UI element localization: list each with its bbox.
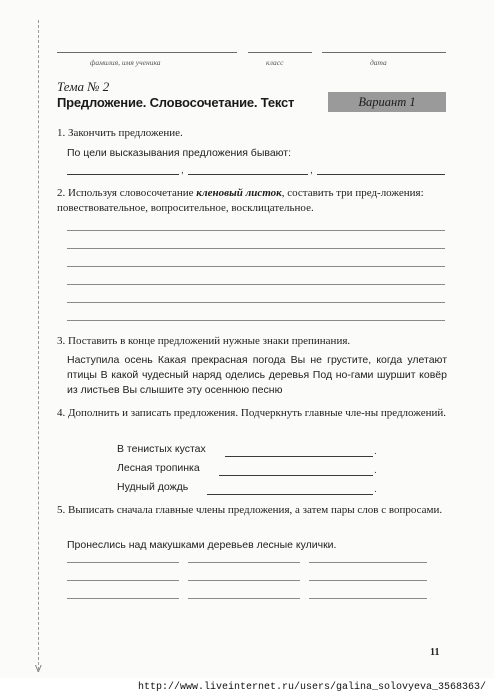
page-number: 11 [430,647,440,658]
task-2-answer-line [67,302,445,303]
task-2-answer-line [67,248,445,249]
class-line [248,52,312,53]
task-1-answer-line-2 [188,174,308,175]
task-5-instruction: 5. Выписать сначала главные члены предложения, а затем пары слов с вопросами. [57,504,443,516]
task-1-answer-line-3 [317,174,445,175]
task-5-answer-line [188,562,300,563]
date-line [322,52,446,53]
footer-url[interactable]: http://www.liveinternet.ru/users/galina_solovyeva_3568363/ [138,682,487,693]
date-label: дата [370,58,387,67]
task-2-answer-line [67,230,445,231]
task-2-instruction: 2. Используя словосочетание кленовый листок, составить три пред-ложения: повествовательное, вопросительное, восклицательное. [57,187,424,214]
task-5-answer-line [309,598,427,599]
task-1-prompt: По цели высказывания предложения бывают: [67,147,292,159]
task-5-text: Пронеслись над макушками деревьев лесные кулички. [67,539,337,551]
class-label: класс [266,58,284,67]
task-2-phrase: кленовый листок [196,187,282,199]
binding-margin-line [38,20,39,670]
task-4-sentence-3: Нудный дождь [117,481,189,493]
task-4-answer-line-3 [207,494,373,495]
task-5-answer-line [309,580,427,581]
task-4-answer-line-2 [219,475,373,476]
task-4-sentence-2: Лесная тропинка [117,462,200,474]
margin-mark: V [35,664,42,675]
task-5-answer-line [67,562,179,563]
task-1-instruction: 1. Закончить предложение. [57,127,183,139]
task-3-text: Наступила осень Какая прекрасная погода Вы не грустите, когда улетают птицы В какой чудесный наряд оделись деревья Под но-гами шуршит ковёр из листьев Вы слышите эту осеннюю песню [67,354,447,396]
task-5-answer-line [188,598,300,599]
task-3-instruction: 3. Поставить в конце предложений нужные знаки препинания. [57,335,351,347]
footer-url-bar [0,678,494,699]
task-4-sentence-1: В тенистых кустах [117,443,206,455]
task-2-answer-line [67,320,445,321]
task-4-answer-line-1 [225,456,373,457]
task-5-answer-line [188,580,300,581]
task-4-instruction: 4. Дополнить и записать предложения. Подчеркнуть главные чле-ны предложений. [57,407,447,419]
variant-badge: Вариант 1 [328,92,446,112]
task-5-answer-line [67,580,179,581]
task-5-answer-line [67,598,179,599]
student-name-label: фамилия, имя ученика [90,58,161,67]
task-5-answer-line [309,562,427,563]
task-1-answer-line-1 [67,174,179,175]
student-name-line [57,52,237,53]
worksheet-page: V фамилия, имя ученика класс дата Тема № 2 Предложение. Словосочетание. Текст Вариант 1 1. Закончить предложение. По цели высказывания предложения бывают: , , 2. Используя словосочетание кленовый листок, составить три пред-ложения: повествовательное, вопросительное, восклицательное. 3. Поставить в конце предложений нужные знаки препинания. Наступила осень Какая прекрасная погода Вы не грустите, когда улетают птицы В какой чудесный наряд оделись деревья Под но-гами шуршит ковёр из листьев Вы слышите эту осеннюю песню 4. Дополнить и записать предложения. Подчеркнуть главные чле-ны предложений. В тенистых кустах . Лесная тропинка . Нудный дождь . 5. Выписать сначала главные члены предложения, а затем пары слов с вопросами. Пронеслись над макушками деревьев лесные кулички. 11 [0,0,494,699]
topic-label: Тема № 2 [57,79,110,94]
task-2-answer-line [67,284,445,285]
page-title: Предложение. Словосочетание. Текст [57,95,295,110]
task-2-answer-line [67,266,445,267]
